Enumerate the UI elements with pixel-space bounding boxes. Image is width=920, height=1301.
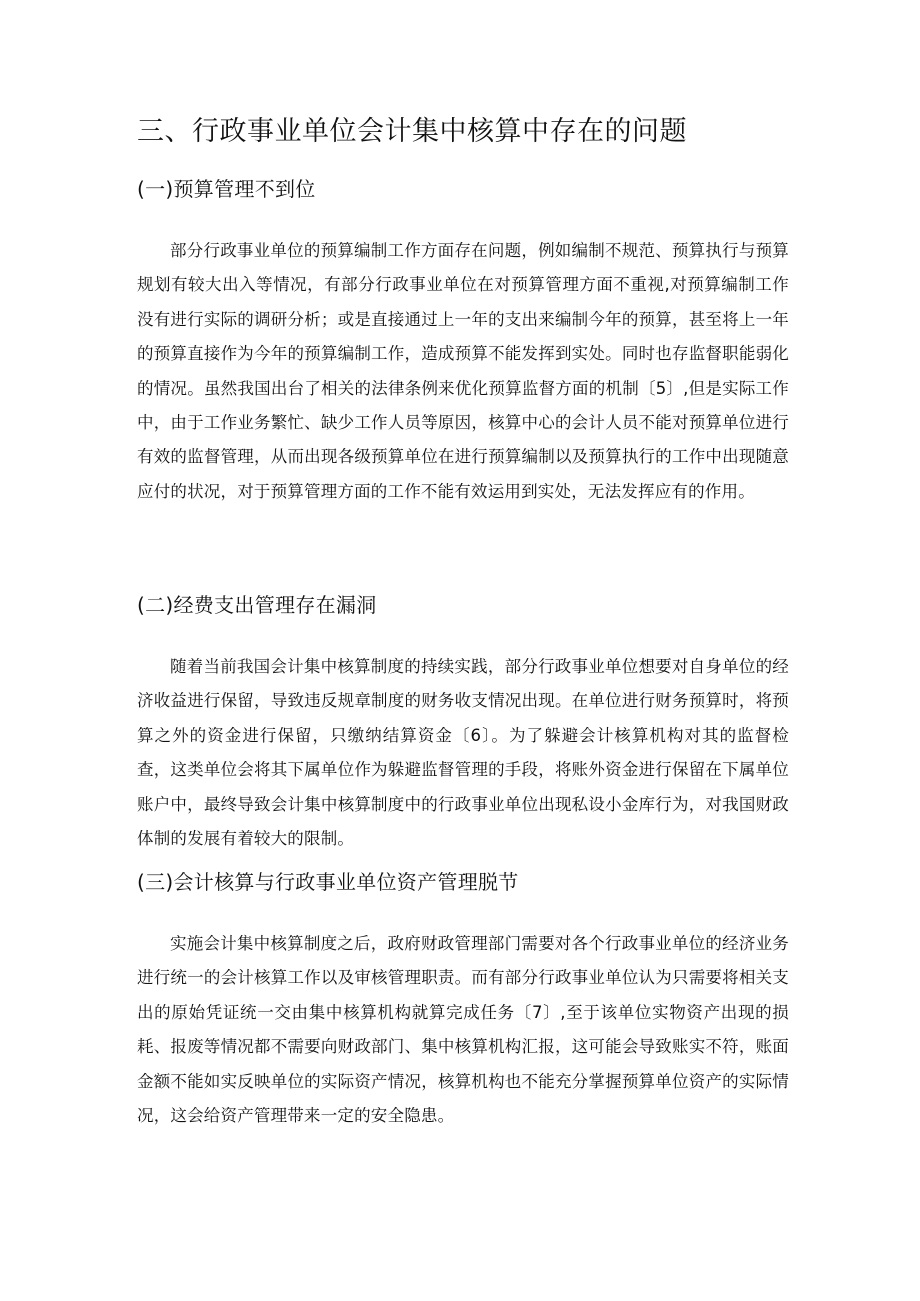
section-paragraph-3: 实施会计集中核算制度之后，政府财政管理部门需要对各个行政事业单位的经济业务进行统一的会计核算工作以及审核管理职责。而有部分行政事业单位认为只需要将相关支出的原始凭证统一交由集中核算机构就算完成任务〔7〕,至于该单位实物资产出现的损耗、报废等情况都不需要向财政部门、集中核算机构汇报，这可能会导致账实不符，账面金额不能如实反映单位的实际资产情况，核算机构也不能充分掌握预算单位资产的实际情况，这会给资产管理带来一定的安全隐患。 (137, 934, 789, 1126)
section-heading-3: (三)会计核算与行政事业单位资产管理脱节 (137, 870, 519, 894)
page-title: 三、行政事业单位会计集中核算中存在的问题 (137, 116, 687, 147)
section-paragraph-1: 部分行政事业单位的预算编制工作方面存在问题，例如编制不规范、预算执行与预算规划有较大出入等情况，有部分行政事业单位在对预算管理方面不重视,对预算编制工作没有进行实际的调研分析；或是直接通过上一年的支出来编制今年的预算，甚至将上一年的预算直接作为今年的预算编制工作，造成预算不能发挥到实处。同时也存监督职能弱化的情况。虽然我国出台了相关的法律条例来优化预算监督方面的机制〔5〕,但是实际工作中，由于工作业务繁忙、缺少工作人员等原因，核算中心的会计人员不能对预算单位进行有效的监督管理，从而出现各级预算单位在进行预算编制以及预算执行的工作中出现随意应付的状况，对于预算管理方面的工作不能有效运用到实处，无法发挥应有的作用。 (137, 241, 789, 501)
section-heading-2: (二)经费支出管理存在漏洞 (137, 593, 377, 617)
section-paragraph-2: 随着当前我国会计集中核算制度的持续实践，部分行政事业单位想要对自身单位的经济收益进行保留，导致违反规章制度的财务收支情况出现。在单位进行财务预算时，将预算之外的资金进行保留，只缴纳结算资金〔6〕。为了躲避会计核算机构对其的监督检查，这类单位会将其下属单位作为躲避监督管理的手段，将账外资金进行保留在下属单位账户中，最终导致会计集中核算制度中的行政事业单位出现私设小金库行为，对我国财政体制的发展有着较大的限制。 (137, 657, 789, 849)
section-heading-1: (一)预算管理不到位 (137, 177, 316, 201)
